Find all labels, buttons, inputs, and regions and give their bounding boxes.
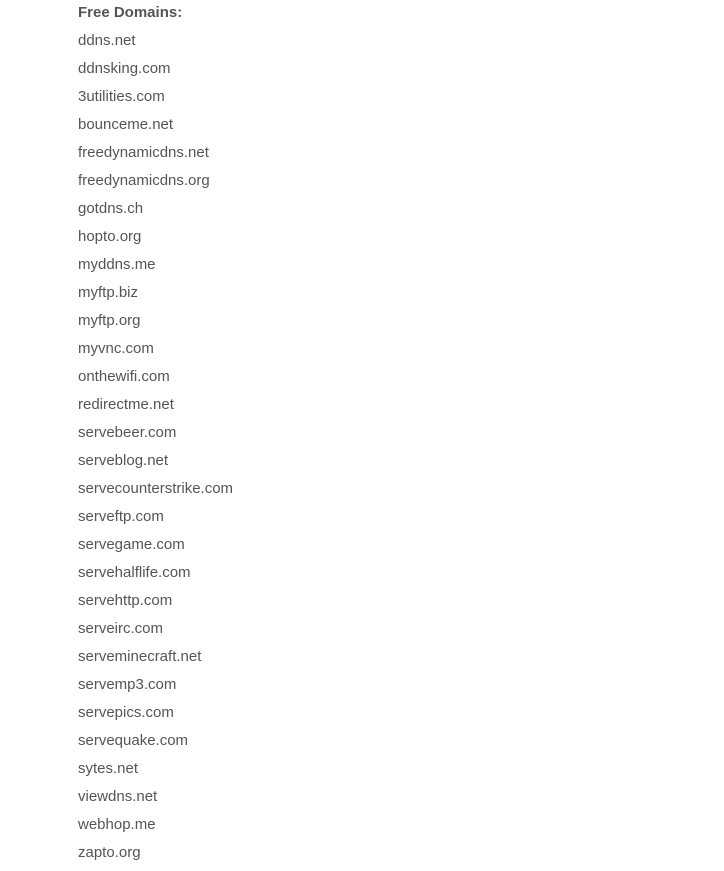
domain-item: sytes.net: [78, 760, 139, 777]
domain-item: servehalflife.com: [78, 564, 191, 581]
domain-item: zapto.org: [78, 844, 141, 861]
domain-item: serveftp.com: [78, 508, 164, 525]
free-domains-section: [78, 3, 233, 871]
domain-item: freedynamicdns.net: [78, 144, 209, 161]
domain-item: ddns.net: [78, 32, 136, 49]
domain-item: servepics.com: [78, 704, 174, 721]
domain-item: gotdns.ch: [78, 200, 144, 217]
domain-item: serveirc.com: [78, 620, 164, 637]
domain-item: servequake.com: [78, 732, 189, 749]
domain-item: myftp.org: [78, 312, 141, 329]
domain-item: myvnc.com: [78, 340, 154, 357]
domain-item: servebeer.com: [78, 424, 177, 441]
domain-item: servehttp.com: [78, 592, 173, 609]
domain-item: servecounterstrike.com: [78, 480, 234, 497]
domain-item: redirectme.net: [78, 396, 174, 413]
free-domains-heading: Free Domains:: [78, 4, 183, 21]
domain-item: viewdns.net: [78, 788, 158, 805]
domain-item: 3utilities.com: [78, 88, 165, 105]
domain-item: bounceme.net: [78, 116, 174, 133]
domain-item: serveblog.net: [78, 452, 169, 469]
domain-item: serveminecraft.net: [78, 648, 202, 665]
domain-item: servegame.com: [78, 536, 185, 553]
domain-item: servemp3.com: [78, 676, 177, 693]
domain-item: onthewifi.com: [78, 368, 170, 385]
domain-item: myddns.me: [78, 256, 156, 273]
domain-item: ddnsking.com: [78, 60, 171, 77]
domain-item: freedynamicdns.org: [78, 172, 210, 189]
domain-list: [78, 31, 233, 863]
domain-item: myftp.biz: [78, 284, 139, 301]
domain-item: webhop.me: [78, 816, 156, 833]
domain-item: hopto.org: [78, 228, 142, 245]
